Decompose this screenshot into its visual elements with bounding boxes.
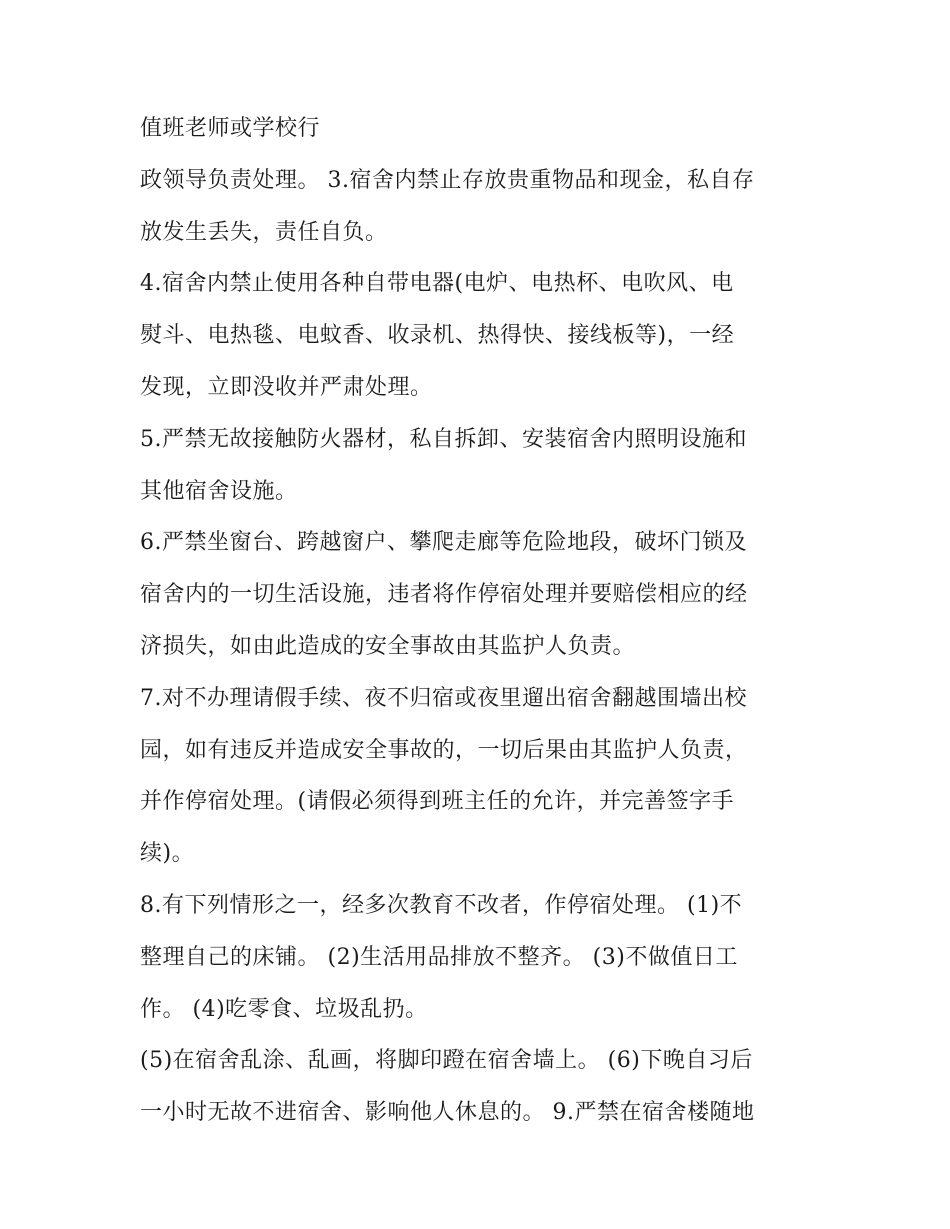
text-line: 续)。	[140, 841, 195, 867]
text-line: 6.严禁坐窗台、跨越窗户、攀爬走廊等危险地段，破坏门锁及	[140, 530, 747, 556]
text-line: 其他宿舍设施。	[140, 478, 298, 504]
text-line: 作。 (4)吃零食、垃圾乱扔。	[140, 996, 428, 1022]
text-line: 熨斗、电热毯、电蚊香、收录机、热得快、接线板等)，一经	[140, 323, 735, 349]
text-line: 4.宿舍内禁止使用各种自带电器(电炉、电热杯、电吹风、电	[140, 271, 734, 297]
text-line: 整理自己的床铺。 (2)生活用品排放不整齐。 (3)不做值日工	[140, 944, 738, 970]
text-line: 一小时无故不进宿舍、影响他人休息的。 9.严禁在宿舍楼随地	[140, 1100, 755, 1126]
text-line: 济损失，如由此造成的安全事故由其监护人负责。	[140, 633, 636, 659]
text-line: 宿舍内的一切生活设施，违者将作停宿处理并要赔偿相应的经	[140, 582, 748, 608]
text-line: 值班老师或学校行	[140, 116, 321, 141]
text-line: 8.有下列情形之一，经多次教育不改者，作停宿处理。 (1)不	[140, 892, 743, 918]
text-line: 园，如有违反并造成安全事故的，一切后果由其监护人负责，	[140, 737, 748, 763]
text-line: 放发生丢失，责任自负。	[140, 219, 388, 245]
body-text	[140, 109, 820, 1145]
text-line: 发现，立即没收并严肃处理。	[140, 374, 433, 400]
text-line: (5)在宿舍乱涂、乱画，将脚印蹬在宿舍墙上。 (6)下晚自习后	[140, 1048, 753, 1074]
text-line: 政领导负责处理。 3.宿舍内禁止存放贵重物品和现金，私自存	[140, 167, 755, 193]
text-line: 并作停宿处理。(请假必须得到班主任的允许，并完善签字手	[140, 789, 735, 815]
text-line: 7.对不办理请假手续、夜不归宿或夜里遛出宿舍翻越围墙出校	[140, 685, 747, 711]
text-line: 5.严禁无故接触防火器材，私自拆卸、安装宿舍内照明设施和	[140, 426, 747, 452]
